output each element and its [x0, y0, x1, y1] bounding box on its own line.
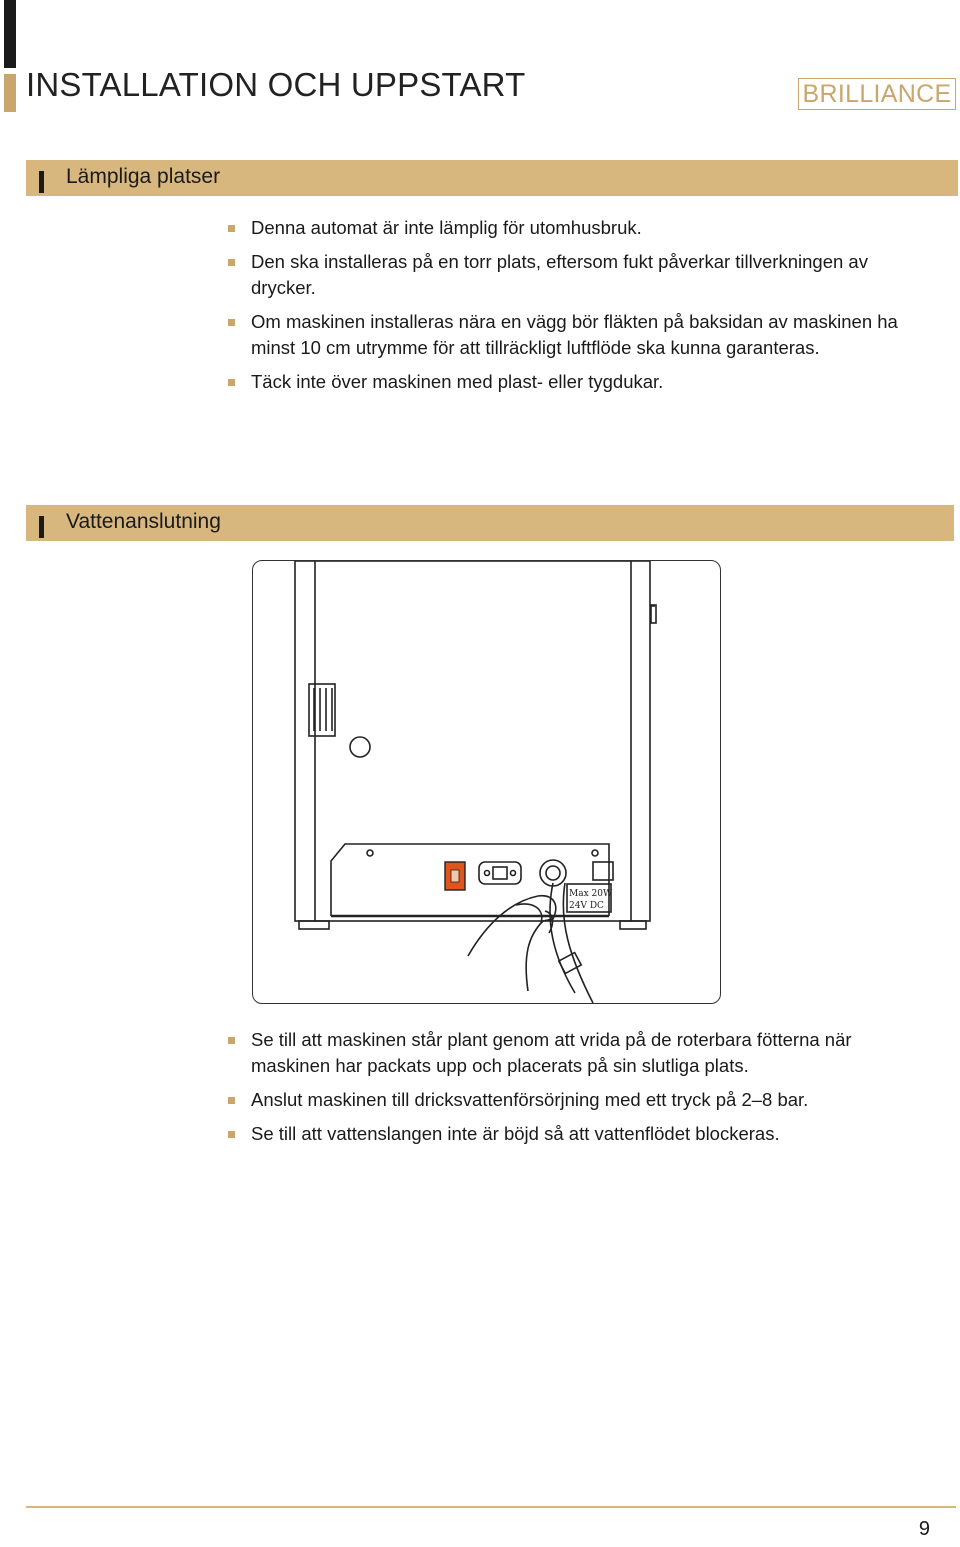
section-marker: [39, 171, 44, 193]
list-item: Täck inte över maskinen med plast- eller tygdukar.: [228, 369, 918, 395]
section-heading: Lämpliga platser: [66, 165, 221, 188]
list-item: Se till att maskinen står plant genom att vrida på de roterbara fötterna när maskinen har packats upp och placerats på sin slutliga plats.: [228, 1027, 918, 1079]
power-label-line1: Max 20W: [569, 889, 613, 899]
bullet-icon: [228, 319, 235, 326]
bullet-icon: [228, 1131, 235, 1138]
section-header-lampliga-platser: [26, 160, 958, 196]
bullet-icon: [228, 1097, 235, 1104]
list-item: Se till att vattenslangen inte är böjd så att vattenflödet blockeras.: [228, 1121, 918, 1147]
placement-list: [228, 215, 918, 403]
bullet-icon: [228, 1037, 235, 1044]
bullet-icon: [228, 259, 235, 266]
corner-mark-bottom: [4, 74, 16, 112]
section-heading: Vattenanslutning: [66, 510, 221, 533]
page-number: 9: [918, 1518, 930, 1540]
bullet-icon: [228, 379, 235, 386]
water-connection-list: [228, 1027, 918, 1155]
list-item: Om maskinen installeras nära en vägg bör fläkten på baksidan av maskinen ha minst 10 cm utrymme för att tillräckligt luftflöde ska kunna garanteras.: [228, 309, 918, 361]
page-title: INSTALLATION OCH UPPSTART: [26, 66, 526, 103]
machine-rear-illustration: [252, 560, 721, 1004]
machine-rear-drawing: [253, 561, 720, 1003]
brand-logo: BRILLIANCE: [798, 78, 956, 110]
list-item: Den ska installeras på en torr plats, eftersom fukt påverkar tillverkningen av drycker.: [228, 249, 918, 301]
footer-divider: [26, 1506, 956, 1508]
list-item: Anslut maskinen till dricksvattenförsörjning med ett tryck på 2–8 bar.: [228, 1087, 918, 1113]
section-header-vattenanslutning: [26, 505, 954, 541]
list-item: Denna automat är inte lämplig för utomhusbruk.: [228, 215, 918, 241]
section-marker: [39, 516, 44, 538]
bullet-icon: [228, 225, 235, 232]
corner-mark-top: [4, 0, 16, 68]
power-label-line2: 24V DC: [569, 901, 604, 911]
